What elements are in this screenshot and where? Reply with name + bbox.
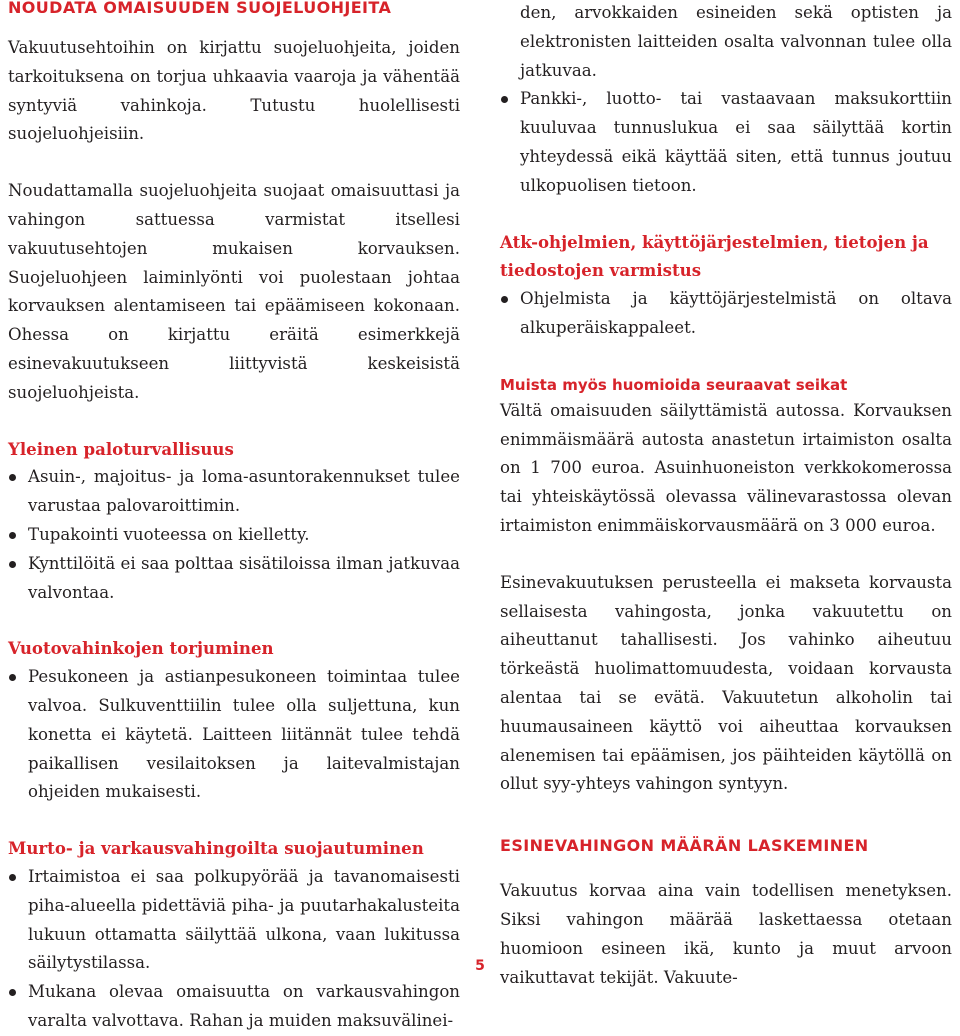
software-backup-heading: Atk-ohjelmien, käyttöjärjestelmien, tietojen ja tiedostojen varmistus xyxy=(500,231,929,281)
water-damage-list xyxy=(8,663,460,807)
page-number: 5 xyxy=(475,958,485,974)
list-item: Mukana olevaa omaisuutta on varkausvahingon varalta valvottava. Rahan ja muiden maksuvälinei- xyxy=(8,978,460,1036)
bank-card-list xyxy=(500,85,952,200)
bullet-icon xyxy=(9,561,16,568)
left-column xyxy=(8,0,460,1036)
section-title-protection: NOUDATA OMAISUUDEN SUOJELUOHJEITA xyxy=(8,0,392,17)
remember-heading: Muista myös huomioida seuraavat seikat xyxy=(500,375,848,394)
intro-paragraph: Vakuutusehtoihin on kirjattu suojeluohjeita, joiden tarkoituksena on torjua uhkaavia vaaroja ja vähentää syntyviä vahinkoja. Tutustu huolellisesti suojeluohjeisiin. xyxy=(8,38,460,144)
burglary-list xyxy=(8,863,460,1036)
bullet-icon xyxy=(501,96,508,103)
water-damage-heading: Vuotovahinkojen torjuminen xyxy=(8,638,274,659)
bullet-icon xyxy=(9,474,16,481)
protection-paragraph: Noudattamalla suojeluohjeita suojaat omaisuuttasi ja vahingon sattuessa varmistat itsellesi vakuutusehtojen mukaisen korvauksen. Suojeluohjeen laiminlyönti voi puolestaan johtaa korvauksen alentamiseen tai epäämiseen kokonaan. Ohessa on kirjattu eräitä esimerkkejä esinevakuutukseen liittyvistä keskeisistä suojeluohjeista. xyxy=(8,181,460,402)
bullet-icon xyxy=(9,989,16,996)
list-item: Ohjelmista ja käyttöjärjestelmistä on oltava alkuperäiskappaleet. xyxy=(500,285,952,343)
list-item: Asuin-, majoitus- ja loma-asuntorakennukset tulee varustaa palovaroittimin. xyxy=(8,463,460,521)
burglary-heading: Murto- ja varkausvahingoilta suojautuminen xyxy=(8,838,424,859)
bullet-icon xyxy=(501,296,508,303)
list-item: Irtaimistoa ei saa polkupyörää ja tavanomaisesti piha-alueella pidettäviä piha- ja puutarhakalusteita lukuun ottamatta säilyttää ulkona, vaan lukitussa säilytystilassa. xyxy=(8,863,460,978)
remember-paragraph: Vältä omaisuuden säilyttämistä autossa. Korvauksen enimmäismäärä autosta anastetun irtaimiston osalta on 1 700 euroa. Asuinhuoneiston verkkokomerossa tai yhteiskäytössä olevassa välinevarastossa olevan irtaimiston enimmäiskorvausmäärä on 3 000 euroa. xyxy=(500,400,952,535)
software-backup-list xyxy=(500,285,952,343)
continued-paragraph: den, arvokkaiden esineiden sekä optisten ja elektronisten laitteiden osalta valvonnan tulee olla jatkuvaa. xyxy=(520,3,952,80)
bullet-icon xyxy=(9,874,16,881)
list-item: Kynttilöitä ei saa polttaa sisätiloissa ilman jatkuvaa valvontaa. xyxy=(8,550,460,608)
damage-calculation-paragraph: Vakuutus korvaa aina vain todellisen menetyksen. Siksi vahingon määrää laskettaessa otetaan huomioon esineen ikä, kunto ja muut arvoon vaikuttavat tekijät. Vakuute- xyxy=(500,881,952,987)
fire-safety-heading: Yleinen paloturvallisuus xyxy=(8,438,234,459)
list-item: Tupakointi vuoteessa on kielletty. xyxy=(8,521,460,550)
list-item: Pankki-, luotto- tai vastaavaan maksukorttiin kuuluvaa tunnuslukua ei saa säilyttää kortin yhteydessä eikä käyttää siten, että tunnus joutuu ulkopuolisen tietoon. xyxy=(500,85,952,200)
damage-calculation-heading: ESINEVAHINGON MÄÄRÄN LASKEMINEN xyxy=(500,836,869,856)
deductible-paragraph: Esinevakuutuksen perusteella ei makseta korvausta sellaisesta vahingosta, jonka vakuutettu on aiheuttanut tahallisesti. Jos vahinko aiheutuu törkeästä huolimattomuudesta, voidaan korvausta alentaa tai se evätä. Vakuutetun alkoholin tai huumausaineen käyttö voi aiheuttaa korvauksen alenemisen tai epäämisen, jos päihteiden käytöllä on ollut syy-yhteys vahingon syntyyn. xyxy=(500,572,952,794)
bullet-icon xyxy=(9,532,16,539)
fire-safety-list xyxy=(8,463,460,607)
right-column xyxy=(500,0,952,992)
bullet-icon xyxy=(9,674,16,681)
list-item: Pesukoneen ja astianpesukoneen toimintaa tulee valvoa. Sulkuventtiilin tulee olla suljettuna, kun konetta ei käytetä. Laitteen liitännät tulee tehdä paikallisen vesilaitoksen ja laitevalmistajan ohjeiden mukaisesti. xyxy=(8,663,460,807)
